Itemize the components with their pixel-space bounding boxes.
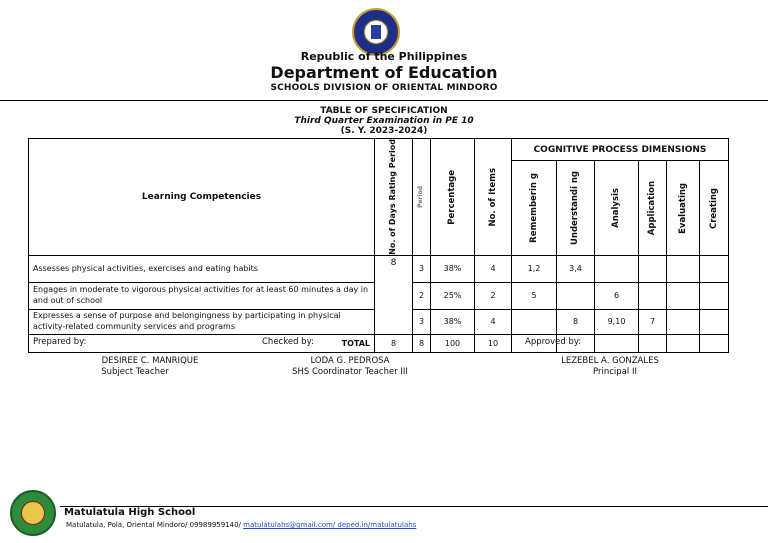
republic-line: Republic of the Philippines [300,50,468,63]
header-analysis: Analysis [595,161,639,255]
specification-table [28,138,729,353]
deped-seal-icon [352,8,400,56]
remembering-cell [512,309,557,334]
period-cell: 2 [413,282,431,309]
exam-title: Third Quarter Examination in PE 10 [294,116,474,126]
remembering-cell: 1,2 [512,255,557,282]
analysis-cell: 9,10 [595,309,639,334]
percentage-cell: 25% [431,282,475,309]
checked-title: SHS Coordinator Teacher III [292,367,408,377]
understanding-cell: 3,4 [557,255,595,282]
period-cell: 3 [413,309,431,334]
competency-cell: Expresses a sense of purpose and belongingness by participating in physical activity-related community services and programs [29,309,375,334]
remembering-cell: 5 [512,282,557,309]
school-name: Matulatula High School [64,507,196,518]
header-cognitive: COGNITIVE PROCESS DIMENSIONS [512,139,729,161]
school-year: (S. Y. 2023-2024) [340,126,428,136]
department-title: Department of Education [270,63,498,82]
items-cell: 2 [475,282,512,309]
checked-name: LODA G. PEDROSA [310,356,390,366]
approved-title: Principal II [593,367,637,377]
application-cell: 7 [639,309,667,334]
header-creating: Creating [700,161,729,255]
creating-cell [700,255,729,282]
header-percentage: Percentage [431,139,475,256]
evaluating-cell [667,282,700,309]
total-label: TOTAL [29,334,375,352]
header-understanding: Understandi ng [557,161,595,255]
percentage-cell: 38% [431,309,475,334]
address-text: Matulatula, Pola, Oriental Mindoro/ 09989959140/ [66,521,241,529]
contact-link[interactable]: matulatulahs@gmail.com/ deped.in/matulatulahs [243,521,417,529]
header-days: No. of Days Rating Period [375,139,413,256]
application-cell [639,282,667,309]
total-days: 8 [375,334,413,352]
header-application: Application [639,161,667,255]
competency-cell: Assesses physical activities, exercises and eating habits [29,255,375,282]
understanding-cell: 8 [557,309,595,334]
percentage-cell: 38% [431,255,475,282]
header-evaluating: Evaluating [667,161,700,255]
days-cell: 8 [375,255,413,334]
total-percentage: 100 [431,334,475,352]
table-row [29,255,729,282]
items-cell: 4 [475,255,512,282]
analysis-cell: 6 [595,282,639,309]
application-cell [639,255,667,282]
evaluating-cell [667,309,700,334]
prepared-name: DESIREE C. MANRIQUE [101,356,199,366]
understanding-cell [557,282,595,309]
analysis-cell [595,255,639,282]
checked-label: Checked by: [262,337,314,347]
approved-name: LEZEBEL A. GONZALES [561,356,659,366]
header-items: No. of Items [475,139,512,256]
header-period: Period [413,139,431,256]
document-title: TABLE OF SPECIFICATION [320,106,448,116]
school-address [66,521,416,529]
total-period: 8 [413,334,431,352]
total-items: 10 [475,334,512,352]
header-competencies: Learning Competencies [29,139,375,256]
period-cell: 3 [413,255,431,282]
header-divider [0,100,768,101]
items-cell: 4 [475,309,512,334]
creating-cell [700,282,729,309]
header-remembering: Rememberin g [512,161,557,255]
creating-cell [700,309,729,334]
evaluating-cell [667,255,700,282]
competency-cell: Engages in moderate to vigorous physical activities for at least 60 minutes a day in and out of school [29,282,375,309]
division-name: SCHOOLS DIVISION OF ORIENTAL MINDORO [270,83,498,93]
prepared-label: Prepared by: [33,337,87,347]
prepared-title: Subject Teacher [101,367,169,377]
total-row [29,334,729,352]
approved-label: Approved by: [525,337,582,347]
school-logo-icon [10,490,56,536]
